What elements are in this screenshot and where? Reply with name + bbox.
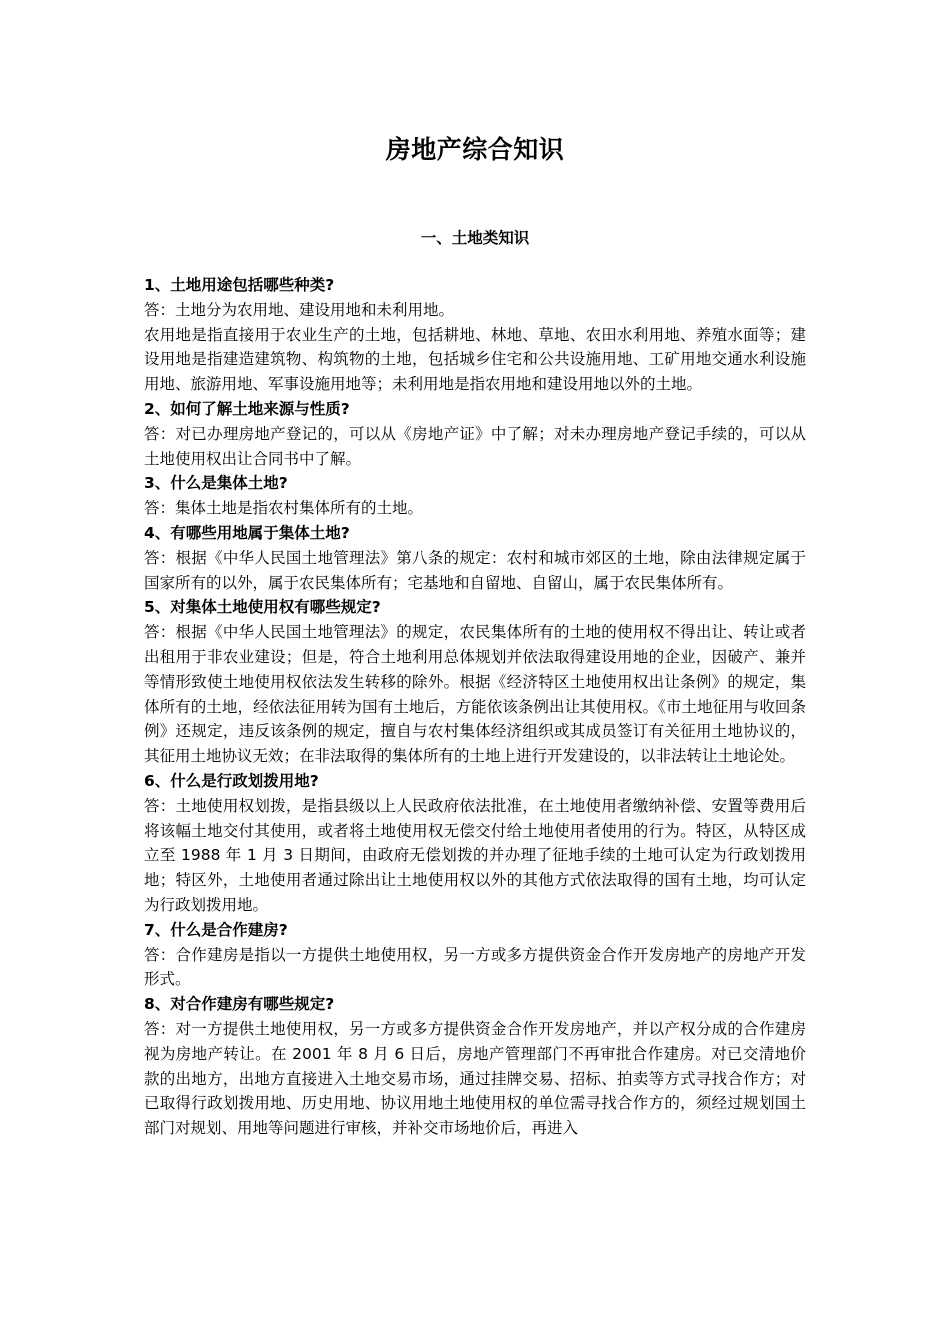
document-title: 房地产综合知识 xyxy=(385,135,565,164)
answer-paragraph: 答：对一方提供土地使用权，另一方或多方提供资金合作开发房地产，并以产权分成的合作建房视为房地产转让。在 2001 年 8 月 6 日后，房地产管理部门不再审批合作建房。对已交清地价款的出地方，出地方直接进入土地交易市场，通过挂牌交易、招标、拍卖等方式寻找合作方；对已取得行政划拨用地、历史用地、协议用地土地使用权的单位需寻找合作方的，须经过规划国土部门对规划、用地等问题进行审核，并补交市场地价后，再进入 xyxy=(144,1019,806,1138)
answer-paragraph: 答：土地使用权划拨，是指县级以上人民政府依法批准，在土地使用者缴纳补偿、安置等费用后将该幅土地交付其使用，或者将土地使用权无偿交付给土地使用者使用的行为。特区，从特区成立至 1988 年 1 月 3 日期间，由政府无偿划拨的并办理了征地手续的土地可认定为行政划拨用地；特区外，土地使用者通过除出让土地使用权以外的其他方式依法取得的国有土地，均可认定为行政划拨用地。 xyxy=(144,796,806,914)
document-body xyxy=(144,273,806,1141)
qa-item xyxy=(144,769,806,918)
answer-paragraph: 答：合作建房是指以一方提供土地使用权，另一方或多方提供资金合作开发房地产的房地产开发形式。 xyxy=(144,945,806,989)
qa-item xyxy=(144,273,806,397)
question-heading: 8、对合作建房有哪些规定? xyxy=(144,995,335,1014)
question-heading: 2、如何了解土地来源与性质? xyxy=(144,399,350,418)
question-heading: 5、对集体土地使用权有哪些规定? xyxy=(144,598,381,617)
qa-item xyxy=(144,471,806,521)
qa-item xyxy=(144,595,806,769)
answer-paragraph: 答：根据《中华人民国土地管理法》第八条的规定：农村和城市郊区的土地，除由法律规定属于国家所有的以外，属于农民集体所有；宅基地和自留地、自留山，属于农民集体所有。 xyxy=(144,548,806,592)
answer-paragraph: 答：对已办理房地产登记的，可以从《房地产证》中了解；对未办理房地产登记手续的，可以从土地使用权出让合同书中了解。 xyxy=(144,424,806,468)
qa-item xyxy=(144,918,806,992)
section-title: 一、土地类知识 xyxy=(420,229,530,247)
answer-paragraph: 农用地是指直接用于农业生产的土地，包括耕地、林地、草地、农田水利用地、养殖水面等；建设用地是指建造建筑物、构筑物的土地，包括城乡住宅和公共设施用地、工矿用地交通水利设施用地、旅游用地、军事设施用地等；未利用地是指农用地和建设用地以外的土地。 xyxy=(144,325,806,394)
answer-paragraph: 答：根据《中华人民国土地管理法》的规定，农民集体所有的土地的使用权不得出让、转让或者出租用于非农业建设；但是，符合土地利用总体规划并依法取得建设用地的企业，因破产、兼并等情形致使土地使用权依法发生转移的除外。根据《经济特区土地使用权出让条例》的规定，集体所有的土地，经依法征用转为国有土地后，方能依该条例出让其使用权。《市土地征用与收回条例》还规定，违反该条例的规定，擅自与农村集体经济组织或其成员签订有关征用土地协议的，其征用土地协议无效；在非法取得的集体所有的土地上进行开发建设的，以非法转让土地论处。 xyxy=(144,623,806,766)
question-heading: 6、什么是行政划拨用地? xyxy=(144,771,319,790)
qa-item xyxy=(144,992,806,1141)
question-heading: 3、什么是集体土地? xyxy=(144,474,288,493)
answer-paragraph: 答：集体土地是指农村集体所有的土地。 xyxy=(144,499,424,518)
question-heading: 7、什么是合作建房? xyxy=(144,920,288,939)
qa-item xyxy=(144,521,806,595)
question-heading: 4、有哪些用地属于集体土地? xyxy=(144,523,350,542)
question-heading: 1、土地用途包括哪些种类? xyxy=(144,276,335,294)
qa-item xyxy=(144,397,806,471)
answer-paragraph: 答：土地分为农用地、建设用地和未利用地。 xyxy=(144,300,455,319)
